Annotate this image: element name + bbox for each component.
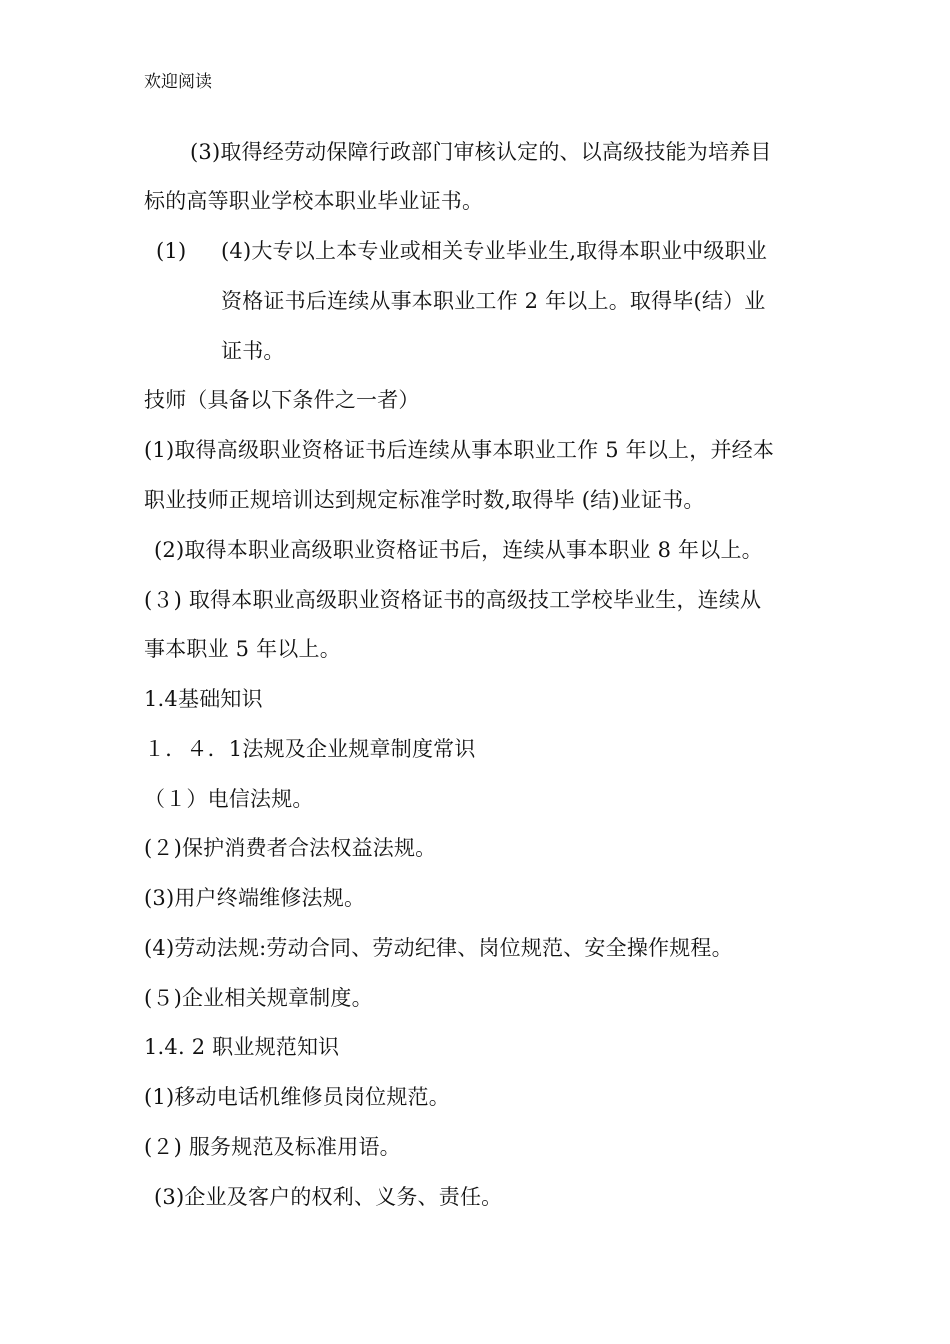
list-item: (3)企业及客户的权利、义务、责任。	[154, 1185, 503, 1209]
page-header: 欢迎阅读	[144, 72, 212, 92]
section-heading: 技师（具备以下条件之一者）	[144, 388, 420, 412]
list-item: （１）电信法规。	[144, 787, 314, 811]
list-item: (1)移动电话机维修员岗位规范。	[144, 1085, 450, 1109]
paragraph-line: 标的高等职业学校本职业毕业证书。	[144, 189, 484, 213]
list-item: (２) 服务规范及标准用语。	[144, 1135, 401, 1159]
paragraph-line: (３) 取得本职业高级职业资格证书的高级技工学校毕业生，连续从	[144, 588, 762, 612]
section-heading: 1.4基础知识	[144, 687, 263, 711]
paragraph-line: 事本职业 5 年以上。	[144, 637, 341, 661]
list-item: (3)用户终端维修法规。	[144, 886, 366, 910]
paragraph-line: 证书。	[221, 339, 285, 363]
subsection-heading: １．４．1法规及企业规章制度常识	[144, 737, 476, 761]
list-marker: (1)	[156, 239, 187, 263]
list-item: (２)保护消费者合法权益法规。	[144, 836, 437, 860]
paragraph-line: 资格证书后连续从事本职业工作 2 年以上。取得毕(结）业	[221, 289, 766, 313]
list-item: (５)企业相关规章制度。	[144, 986, 373, 1010]
subsection-heading: 1.4. 2 职业规范知识	[144, 1035, 340, 1059]
paragraph-line: (2)取得本职业高级职业资格证书后，连续从事本职业 8 年以上。	[154, 538, 763, 562]
paragraph-line: (3)取得经劳动保障行政部门审核认定的、以高级技能为培养目	[190, 140, 772, 164]
paragraph-line: (4)大专以上本专业或相关专业毕业生,取得本职业中级职业	[221, 239, 768, 263]
paragraph-line: (1)取得高级职业资格证书后连续从事本职业工作 5 年以上，并经本	[144, 438, 775, 462]
paragraph-line: 职业技师正规培训达到规定标准学时数,取得毕 (结)业证书。	[144, 488, 705, 512]
list-item: (4)劳动法规:劳动合同、劳动纪律、岗位规范、安全操作规程。	[144, 936, 733, 960]
